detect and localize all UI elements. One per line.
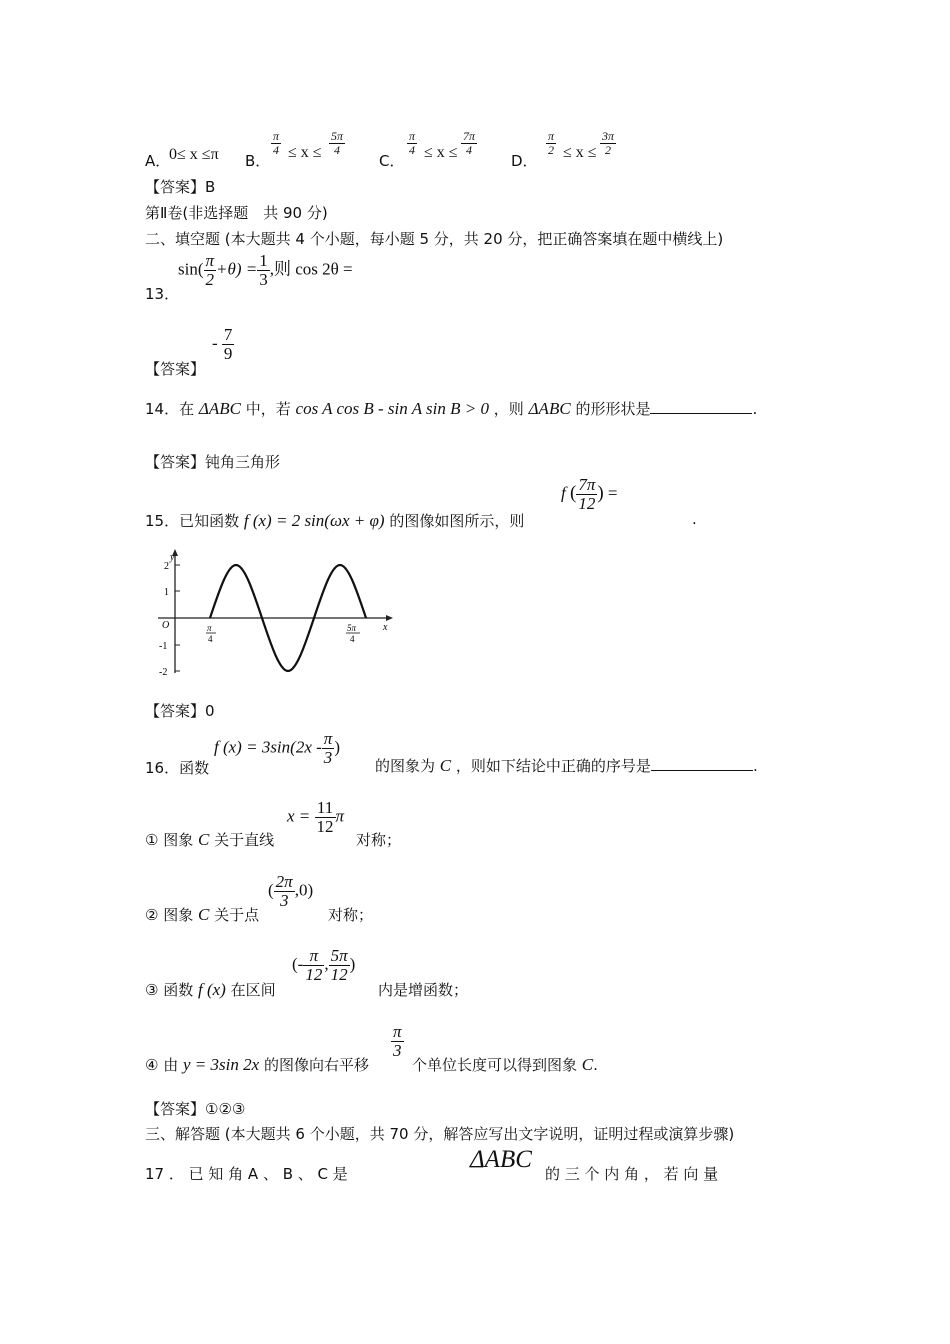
y-tick-label-2: 2 [164, 561, 169, 572]
y-tick-label-1: 1 [164, 587, 169, 598]
q17-prefix: 17 ． 已 知 角 A 、 B 、 C 是 [145, 1165, 348, 1183]
q16-line-rest: 的图象为 C ，则如下结论中正确的序号是 . [375, 756, 758, 775]
q16-statement-3-expr: (- $\frac{\pi}{12}$ , $\frac{5\pi}{12}$ ) [292, 946, 356, 984]
q12-answer: 【答案】B [145, 178, 216, 196]
x-axis-label: x [383, 622, 388, 633]
part2-title: 第Ⅱ卷(非选择题 共 90 分) [145, 204, 328, 222]
option-d-rel: ≤ x ≤ [563, 144, 597, 161]
q16-statement-4-frac: $\frac{\pi}{3}$ [393, 1022, 402, 1060]
q14-triangle2: ΔABC [528, 399, 571, 418]
q16-function-frac: $\frac{\pi}{3}$ [323, 729, 333, 767]
q14-triangle1: ΔABC [198, 399, 241, 418]
q16-statement-3: ③ 函数 f (x) 在区间 [145, 980, 276, 999]
q15-line: 15．已知函数 f (x) = 2 sin(ωx + φ) 的图像如图所示，则 [145, 511, 525, 530]
q14-answer: 【答案】钝角三角形 [145, 453, 281, 471]
option-a-label: A． [145, 152, 171, 170]
q16-statement-2-end: 对称； [328, 906, 374, 924]
q15-answer: 【答案】0 [145, 702, 215, 720]
q16-statement-2: ② 图象 C 关于点 [145, 905, 260, 924]
q13-answer-value: - $\frac{7}{9}$ [212, 325, 233, 363]
q14-answer-blank [650, 399, 752, 414]
x-axis-arrow [386, 615, 393, 621]
x-tick2-den: 4 [350, 634, 355, 644]
q16-curve-C: C [439, 756, 452, 775]
option-a-expr: 0≤ x ≤π [169, 146, 219, 163]
q13-frac1: $\frac{\pi}{2}$ [205, 251, 215, 289]
q16-statement-1: ① 图象 C 关于直线 [145, 830, 275, 849]
origin-label: O [162, 620, 170, 631]
section2-heading: 二、填空题 (本大题共 4 个小题，每小题 5 分，共 20 分，把正确答案填在题中横线上) [145, 230, 724, 248]
q13-frac2: $\frac{1}{3}$ [259, 251, 268, 289]
q13-answer-frac: $\frac{7}{9}$ [223, 325, 233, 363]
option-c-rel: ≤ x ≤ [424, 144, 458, 161]
option-c-label: C． [379, 152, 405, 170]
option-d-right-frac: $\frac{3\pi}{2}$ [602, 129, 615, 157]
option-b-label: B． [245, 152, 271, 170]
x-tick1-den: 4 [208, 634, 213, 644]
q13-number: 13． [145, 285, 180, 303]
option-b-rel: ≤ x ≤ [288, 144, 322, 161]
q17-suffix: 的 三 个 内 角 ， 若 向 量 [545, 1165, 719, 1183]
q15-function: f (x) = 2 sin(ωx + φ) [243, 511, 385, 530]
option-d-left-frac: $\frac{\pi}{2}$ [548, 129, 555, 157]
q16-statement-2-expr: ( $\frac{2\pi}{3}$ ,0) [268, 872, 314, 910]
q15-target-frac: $\frac{7\pi}{12}$ [578, 475, 596, 513]
y-tick-label-neg1: -1 [159, 641, 168, 652]
q16-answer-blank [651, 756, 753, 771]
q14-condition: cos A cos B - sin A sin B > 0 [295, 399, 489, 418]
q16-statement-1-end: 对称； [356, 831, 402, 849]
option-c-right-frac: $\frac{7\pi}{4}$ [463, 129, 476, 157]
q16-statement-4: ④ 由 y = 3sin 2x 的图像向右平移 [145, 1055, 369, 1074]
option-c-left-frac: $\frac{\pi}{4}$ [409, 129, 416, 157]
q15-end: . [692, 510, 697, 528]
q16-function: f (x) = 3sin(2x - $\frac{\pi}{3}$ ) [214, 729, 340, 767]
q16-statement-3-end: 内是增函数； [378, 981, 469, 999]
q15-sine-graph [150, 548, 395, 678]
q16-prefix: 16．函数 [145, 759, 210, 777]
y-axis-label: y [170, 552, 175, 563]
x-tick2-num: 5π [347, 623, 357, 633]
option-d-label: D． [511, 152, 538, 170]
q16-statement-4-end: 个单位长度可以得到图象 C. [412, 1055, 598, 1074]
option-b-right-frac: $\frac{5\pi}{4}$ [331, 129, 344, 157]
q17-triangle: ΔABC [470, 1146, 532, 1173]
section3-heading: 三、解答题 (本大题共 6 个小题，共 70 分，解答应写出文字说明，证明过程或演算步骤) [145, 1125, 735, 1143]
x-tick1-num: π [207, 623, 212, 633]
q14-line: 14．在 ΔABC 中，若 cos A cos B - sin A sin B > 0 ，则 ΔABC 的形形状是 . [145, 399, 758, 418]
q16-statement-1-expr: x = $\frac{11}{12}$ π [287, 798, 345, 836]
option-b-left-frac: $\frac{\pi}{4}$ [273, 129, 280, 157]
q13-answer-label: 【答案】 [145, 360, 206, 378]
q15-target: f ( $\frac{7\pi}{12}$ ) = [561, 475, 618, 513]
q16-answer: 【答案】①②③ [145, 1100, 246, 1118]
y-tick-label-neg2: -2 [159, 667, 168, 678]
q13-equation: sin( $\frac{\pi}{2}$ +θ) = $\frac{1}{3}$ ,则 cos 2θ = [178, 251, 353, 289]
